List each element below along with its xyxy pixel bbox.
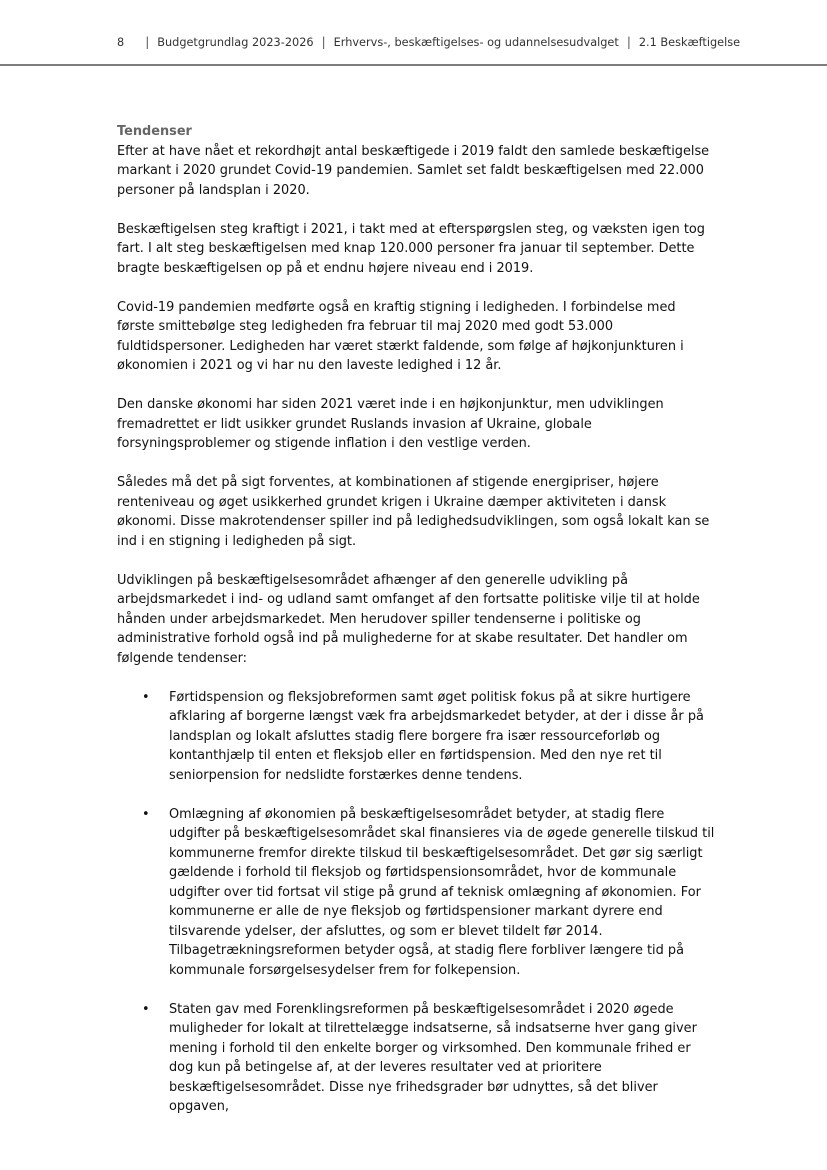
bullet-icon: • [142, 806, 150, 822]
list-item [117, 688, 717, 786]
header-line [117, 35, 740, 49]
list-item [117, 1000, 717, 1117]
header-committee: Erhvervs-, beskæftigelses- og udannelsesudvalget [333, 35, 619, 49]
bullet-icon: • [142, 689, 150, 705]
list-item-text: Omlægning af økonomien på beskæftigelsesområdet betyder, at stadig flere udgifter på beskæftigelsesområdet skal finansieres via de øgede generelle tilskud til kommunerne fremfor direkte tilskud til beskæftigelsesområdet. Det gør sig særligt gældende i forhold til fleksjob og førtidspensionsområdet, hvor de kommunale udgifter over tid fortsat vil stige på grund af teknisk omlægning af økonomien. For kommunerne er alle de nye fleksjob og førtidspensioner markant dyrere end tilsvarende ydelser, der afsluttes, og som er blevet tildelt før 2014. Tilbagetrækningsreformen betyder også, at stadig flere forbliver længere tid på kommunale forsørgelsesydelser frem for folkepension. [169, 806, 715, 978]
page-number: 8 [117, 35, 125, 49]
header-separator: | [321, 35, 326, 49]
paragraph: Den danske økonomi har siden 2021 været inde i en højkonjunktur, men udviklingen fremadrettet er lidt usikker grundet Ruslands invasion af Ukraine, globale forsyningsproblemer og stigende inflation i den vestlige verden. [117, 397, 664, 451]
bullet-list [117, 688, 717, 1117]
list-item [117, 805, 717, 981]
page-content [117, 122, 717, 1136]
page-header [0, 0, 827, 66]
list-item-text: Staten gav med Forenklingsreformen på beskæftigelsesområdet i 2020 øgede muligheder for lokalt at tilrettelægge indsatserne, så indsatserne hver gang giver mening i forhold til den enkelte borger og virksomhed. Den kommunale frihed er dog kun på betingelse af, at der leveres resultater ved at prioritere beskæftigelsesområdet. Disse nye frihedsgrader bør udnyttes, så det bliver opgaven, [169, 1001, 697, 1114]
bullet-icon: • [142, 1001, 150, 1017]
paragraph: Covid-19 pandemien medførte også en kraftig stigning i ledigheden. I forbindelse med første smittebølge steg ledigheden fra februar til maj 2020 med godt 53.000 fuldtidspersoner. Ledigheden har været stærkt faldende, som følge af højkonjunkturen i økonomien i 2021 og vi har nu den laveste ledighed i 12 år. [117, 299, 684, 373]
paragraph: Således må det på sigt forventes, at kombinationen af stigende energipriser, højere renteniveau og øget usikkerhed grundet krigen i Ukraine dæmper aktiviteten i dansk økonomi. Disse makrotendenser spiller ind på ledighedsudviklingen, som også lokalt kan se ind i en stigning i ledigheden på sigt. [117, 475, 710, 549]
header-separator: | [626, 35, 631, 49]
paragraph: Beskæftigelsen steg kraftigt i 2021, i takt med at efterspørgslen steg, og væksten igen tog fart. I alt steg beskæftigelsen med knap 120.000 personer fra januar til september. Dette bragte beskæftigelsen op på et endnu højere niveau end i 2019. [117, 221, 705, 276]
header-document-title: Budgetgrundlag 2023-2026 [157, 35, 314, 49]
header-separator: | [145, 35, 150, 49]
paragraph: Udviklingen på beskæftigelsesområdet afhænger af den generelle udvikling på arbejdsmarkedet i ind- og udland samt omfanget af den fortsatte politiske vilje til at holde hånden under arbejdsmarkedet. Men herudover spiller tendenserne i politiske og administrative forhold også ind på mulighederne for at skabe resultater. Det handler om følgende tendenser: [117, 572, 700, 666]
list-item-text: Førtidspension og fleksjobreformen samt øget politisk fokus på at sikre hurtigere afklaring af borgerne længst væk fra arbejdsmarkedet betyder, at der i disse år på landsplan og lokalt afsluttes stadig flere borgere fra især ressourceforløb og kontanthjælp til enten et fleksjob eller en førtidspension. Med den nye ret til seniorpension for nedslidte forstærkes denne tendens. [169, 689, 704, 783]
header-section: 2.1 Beskæftigelse [638, 35, 741, 49]
section-heading: Tendenser [117, 124, 192, 139]
paragraph: Efter at have nået et rekordhøjt antal beskæftigede i 2019 faldt den samlede beskæftigelse markant i 2020 grundet Covid-19 pandemien. Samlet set faldt beskæftigelsen med 22.000 personer på landsplan i 2020. [117, 143, 710, 198]
